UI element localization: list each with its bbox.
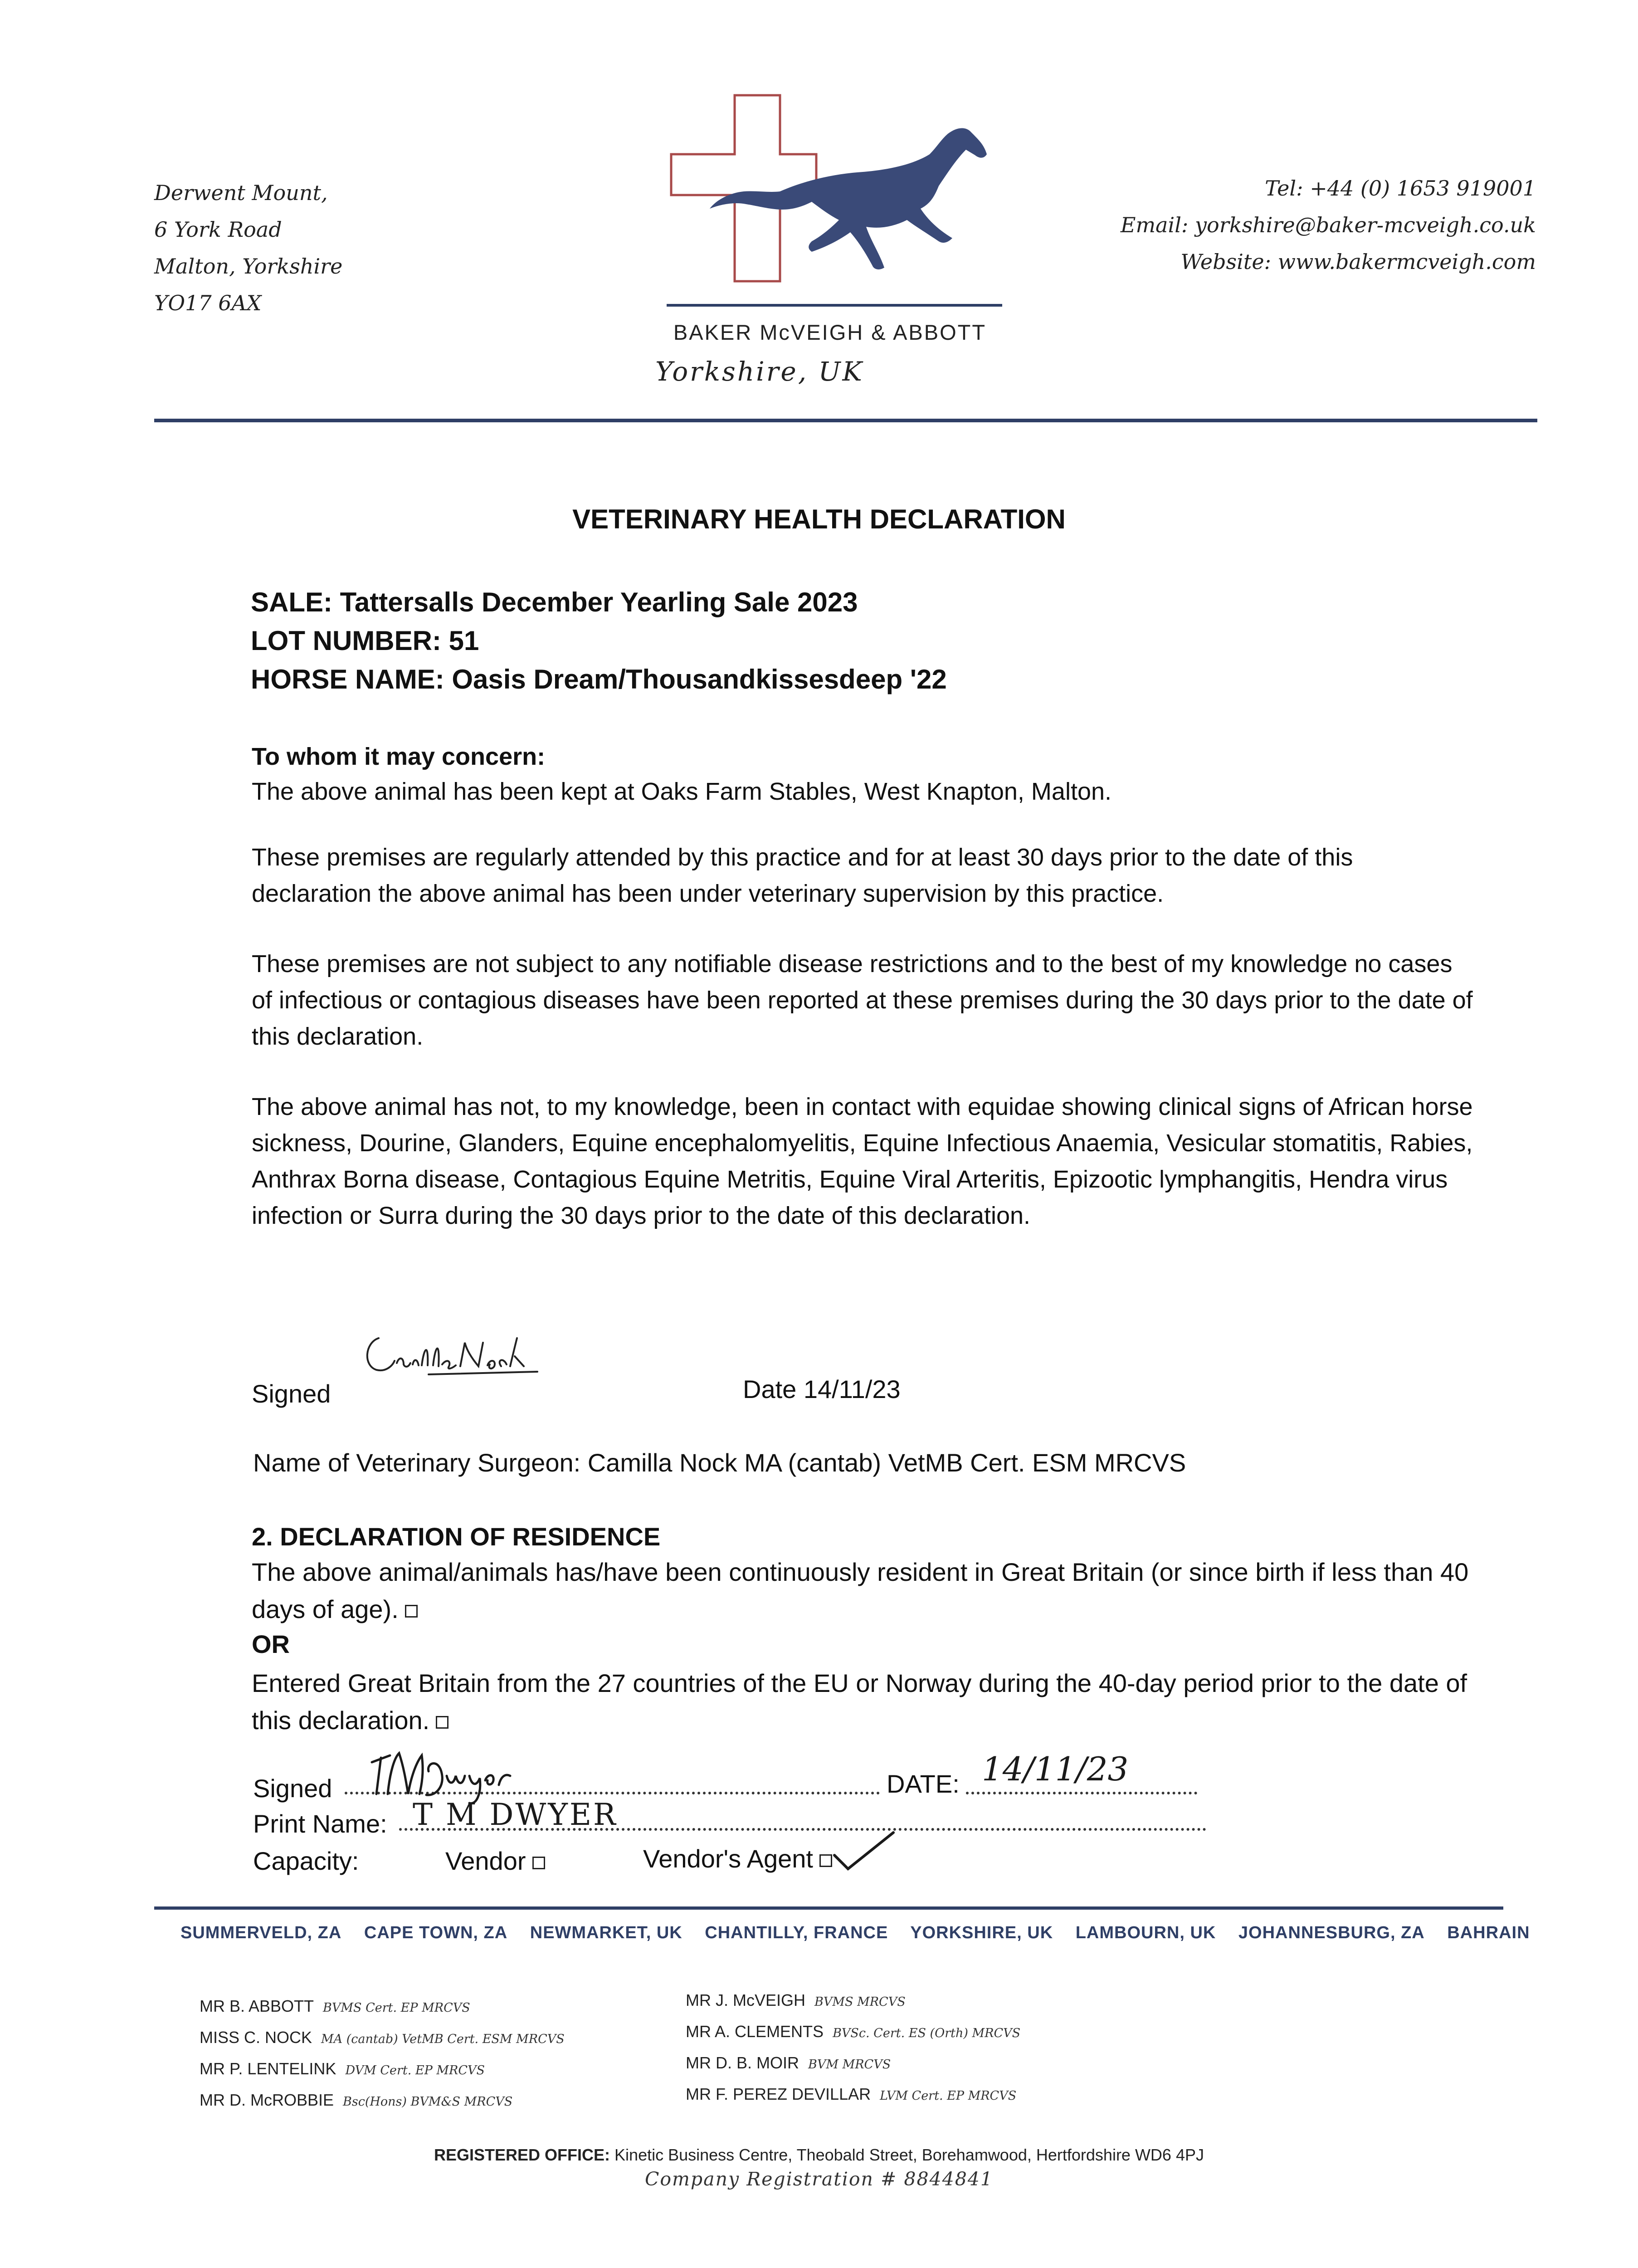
email-line: Email: yorkshire@baker-mcveigh.co.uk [1120, 213, 1536, 237]
header-rule [154, 419, 1537, 422]
partner-name: MR D. B. MOIR [686, 2053, 799, 2072]
partner-row [686, 2079, 1020, 2111]
partner-row [200, 2023, 565, 2054]
residence-date-value: 14/11/23 [982, 1750, 1129, 1788]
firm-location: Yorkshire, UK [655, 356, 864, 387]
residence-option-2-text: Entered Great Britain from the 27 countries of the EU or Norway during the 40-day period prior to the date of this declaration. [252, 1669, 1467, 1735]
residence-date-label: DATE: [887, 1769, 960, 1798]
partner-row [686, 2017, 1020, 2048]
residence-signed-label: Signed [253, 1774, 332, 1803]
office-lambourn: LAMBOURN, UK [1075, 1923, 1216, 1942]
option-1-checkbox[interactable] [405, 1605, 418, 1618]
sale-details [251, 583, 947, 699]
partner-quals: BVM MRCVS [808, 2058, 891, 2072]
partner-name: MR D. McROBBIE [200, 2091, 334, 2109]
vendors-agent-option [643, 1844, 832, 1873]
residence-option-2 [252, 1665, 1476, 1739]
website-line: Website: www.bakermcveigh.com [1180, 249, 1536, 274]
vet-date: Date 14/11/23 [743, 1375, 901, 1403]
partner-row [200, 2085, 565, 2116]
vet-name-line: Name of Veterinary Surgeon: Camilla Nock MA (cantab) VetMB Cert. ESM MRCVS [253, 1448, 1186, 1477]
partners-left-column [200, 1991, 565, 2116]
partner-quals: Bsc(Hons) BVM&S MRCVS [343, 2095, 513, 2109]
address-line-3: Malton, Yorkshire [154, 254, 343, 279]
partner-name: MR P. LENTELINK [200, 2059, 336, 2078]
date-dotted-line [966, 1792, 1197, 1794]
address-line-2: 6 York Road [154, 217, 282, 242]
option-2-checkbox[interactable] [436, 1716, 448, 1729]
document-title: VETERINARY HEALTH DECLARATION [572, 504, 1066, 534]
paragraph-restrictions: These premises are not subject to any notifiable disease restrictions and to the best of my knowledge no cases of infectious or contagious diseases have been reported at these premises during the 30 days prior to the date of this declaration. [252, 950, 1473, 1050]
registered-office [0, 2146, 1638, 2165]
residence-option-1 [252, 1554, 1476, 1628]
office-bahrain: BAHRAIN [1447, 1923, 1530, 1942]
horse-silhouette [710, 128, 987, 269]
partner-row [686, 2048, 1020, 2079]
paragraph-diseases: The above animal has not, to my knowledge, been in contact with equidae showing clinical signs of African horse sickness, Dourine, Glanders, Equine encephalomyelitis, Equine Infectious Anaemia, Vesicular stomatitis, Rabies, Anthrax Borna disease, Contagious Equine Metritis, Equine Viral Arteritis, Epizootic lymphangitis, Hendra virus infection or Surra during the 30 days prior to the date of this declaration. [252, 1093, 1473, 1229]
vendor-label: Vendor [445, 1847, 526, 1875]
print-name-dotted-line [399, 1828, 1206, 1831]
partner-quals: MA (cantab) VetMB Cert. ESM MRCVS [321, 2032, 565, 2046]
firm-name: BAKER McVEIGH & ABBOTT [673, 320, 987, 344]
practice-contact [1121, 170, 1536, 280]
office-cape-town: CAPE TOWN, ZA [364, 1923, 508, 1942]
vendor-checkbox[interactable] [532, 1857, 545, 1869]
paragraph-premises: The above animal has been kept at Oaks Farm Stables, West Knapton, Malton. [252, 778, 1112, 805]
office-chantilly: CHANTILLY, FRANCE [705, 1923, 888, 1942]
paragraph-supervision: These premises are regularly attended by this practice and for at least 30 days prior to the date of this declaration the above animal has been under veterinary supervision by this practice. [252, 844, 1353, 907]
or-label: OR [252, 1630, 290, 1658]
print-name-value: T M DWYER [413, 1797, 618, 1832]
residence-option-1-text: The above animal/animals has/have been continuously resident in Great Britain (or since birth if less than 40 days of age). [252, 1558, 1469, 1623]
partner-quals: BVMS MRCVS [814, 1995, 906, 2009]
print-name-label: Print Name: [253, 1809, 387, 1838]
cross-and-galloping-horse-logo [667, 91, 1002, 318]
address-line-4: YO17 6AX [154, 291, 262, 315]
address-line-1: Derwent Mount, [154, 181, 328, 205]
capacity-label: Capacity: [253, 1847, 359, 1875]
checkmark-icon [830, 1828, 898, 1878]
footer-rule [154, 1906, 1503, 1910]
partner-name: MISS C. NOCK [200, 2028, 312, 2047]
vendor-option [445, 1846, 545, 1876]
office-newmarket: NEWMARKET, UK [530, 1923, 682, 1942]
practice-address [154, 175, 342, 322]
sale-line: SALE: Tattersalls December Yearling Sale 2023 [251, 587, 858, 617]
office-yorkshire: YORKSHIRE, UK [910, 1923, 1053, 1942]
partner-name: MR J. McVEIGH [686, 1991, 806, 2009]
vet-signed-label: Signed [252, 1379, 331, 1408]
partner-name: MR F. PEREZ DEVILLAR [686, 2085, 871, 2103]
partner-quals: BVMS Cert. EP MRCVS [323, 2001, 470, 2015]
registered-office-label: REGISTERED OFFICE: [434, 2146, 610, 2164]
partner-quals: LVM Cert. EP MRCVS [880, 2089, 1017, 2103]
partner-row [200, 1991, 565, 2023]
greeting: To whom it may concern: [252, 743, 546, 770]
logo-underline [667, 304, 1002, 307]
horse-line: HORSE NAME: Oasis Dream/Thousandkissesdeep '22 [251, 664, 947, 694]
vet-signature [361, 1325, 587, 1388]
residence-heading: 2. DECLARATION OF RESIDENCE [252, 1522, 661, 1551]
vendors-agent-label: Vendor's Agent [643, 1844, 813, 1873]
partner-row [200, 2054, 565, 2085]
partner-quals: BVSc. Cert. ES (Orth) MRCVS [833, 2026, 1021, 2040]
lot-line: LOT NUMBER: 51 [251, 626, 479, 656]
office-locations [180, 1923, 1547, 1943]
company-registration: Company Registration # 8844841 [645, 2168, 993, 2190]
partner-name: MR B. ABBOTT [200, 1997, 314, 2015]
partner-quals: DVM Cert. EP MRCVS [345, 2063, 485, 2077]
partner-name: MR A. CLEMENTS [686, 2022, 824, 2041]
office-johannesburg: JOHANNESBURG, ZA [1238, 1923, 1425, 1942]
phone-line: Tel: +44 (0) 1653 919001 [1265, 176, 1536, 200]
partner-row [686, 1985, 1020, 2017]
office-summerveld: SUMMERVELD, ZA [180, 1923, 342, 1942]
partners-right-column [686, 1985, 1020, 2111]
registered-office-address: Kinetic Business Centre, Theobald Street, Borehamwood, Hertfordshire WD6 4PJ [614, 2146, 1204, 2164]
